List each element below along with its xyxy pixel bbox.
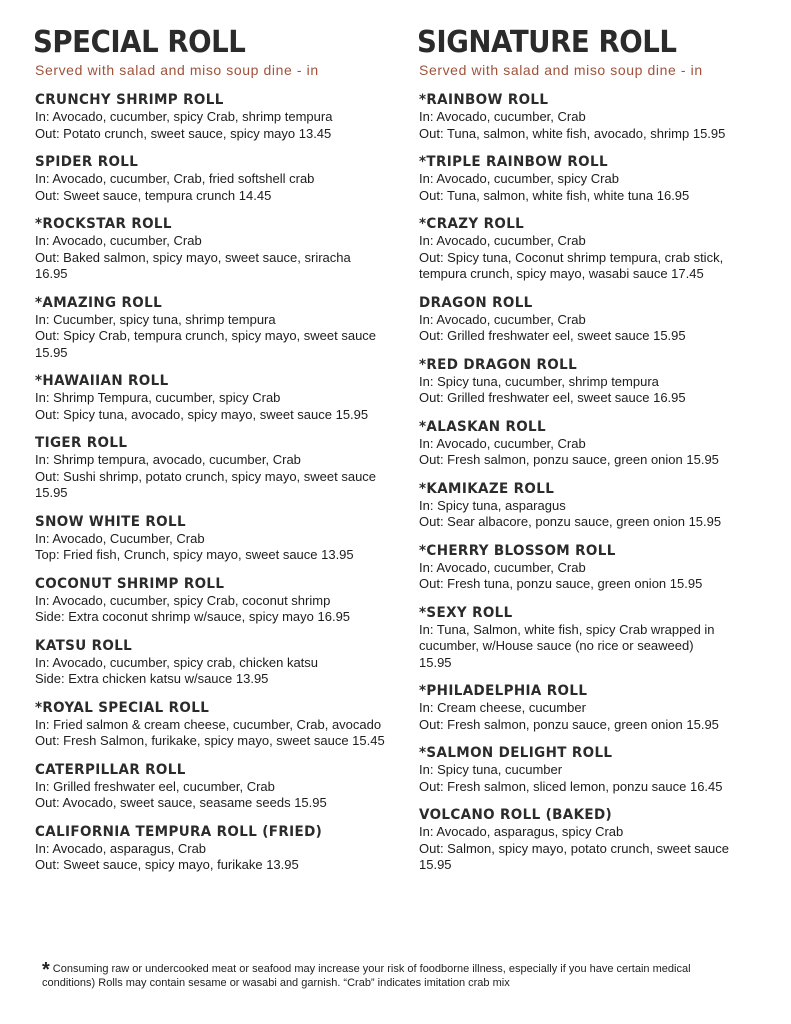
menu-item-description: 15.95 <box>35 344 68 360</box>
menu-item-description: In: Avocado, Cucumber, Crab <box>35 530 205 546</box>
menu-item-description: In: Avocado, asparagus, spicy Crab <box>419 824 624 839</box>
menu-item-name: *CHERRY BLOSSOM ROLL <box>419 542 616 559</box>
menu-item-description: Top: Fried fish, Crunch, spicy mayo, sweet sauce 13.95 <box>35 547 354 562</box>
menu-item-description: Out: Baked salmon, spicy mayo, sweet sauce, sriracha <box>35 249 351 265</box>
menu-item-description: Out: Grilled freshwater eel, sweet sauce 16.95 <box>419 390 686 405</box>
menu-item-description: Side: Extra coconut shrimp w/sauce, spicy mayo 16.95 <box>35 609 351 624</box>
menu-item-description: In: Avocado, cucumber, Crab, fried softshell crab <box>35 171 315 186</box>
menu-item-name: COCONUT SHRIMP ROLL <box>35 575 225 592</box>
menu-item <box>35 91 405 142</box>
menu-item-description: Out: Fresh salmon, ponzu sauce, green onion 15.95 <box>419 452 719 467</box>
menu-item-description: Out: Grilled freshwater eel, sweet sauce 15.95 <box>419 328 686 343</box>
menu-item-description: In: Avocado, cucumber, Crab <box>419 435 586 451</box>
menu-item-description: In: Avocado, cucumber, Crab <box>419 109 586 124</box>
menu-item <box>35 372 405 423</box>
menu-item-name: KATSU ROLL <box>35 637 133 654</box>
menu-item-description: Out: Potato crunch, sweet sauce, spicy mayo 13.45 <box>35 125 332 141</box>
menu-item-description: Out: Sweet sauce, tempura crunch 14.45 <box>35 187 272 203</box>
menu-item <box>419 418 789 469</box>
menu-item-description: Out: Fresh Salmon, furikake, spicy mayo, sweet sauce 15.45 <box>35 733 385 748</box>
menu-item-description: Out: Spicy tuna, avocado, spicy mayo, sweet sauce 15.95 <box>35 406 369 422</box>
disclaimer-text: Consuming raw or undercooked meat or seafood may increase your risk of foodborne illness, especially if you have certain medical conditions) Rolls may contain sesame or wasabi and garnish. “Crab” indicates imitation crab mix <box>42 963 691 989</box>
menu-item <box>419 744 789 795</box>
menu-item <box>419 604 789 672</box>
signature-roll-column <box>419 24 789 885</box>
menu-item-name: *HAWAIIAN ROLL <box>35 373 169 389</box>
menu-item <box>35 575 405 626</box>
menu-item <box>419 806 789 874</box>
menu-item-description: In: Spicy tuna, asparagus <box>419 497 566 513</box>
menu-item-description: Side: Extra chicken katsu w/sauce 13.95 <box>35 671 269 686</box>
special-roll-column <box>35 24 405 885</box>
menu-item-name: TIGER ROLL <box>35 435 128 451</box>
menu-item-name: *TRIPLE RAINBOW ROLL <box>419 154 608 170</box>
menu-item-description: In: Avocado, cucumber, Crab <box>419 233 586 248</box>
menu-item <box>35 153 405 204</box>
menu-item-description: In: Grilled freshwater eel, cucumber, Crab <box>35 778 275 794</box>
menu-item-description: In: Avocado, cucumber, Crab <box>419 311 586 327</box>
menu-item-name: *AMAZING ROLL <box>35 294 163 311</box>
special-roll-list <box>35 91 405 874</box>
menu-item-description: In: Shrimp Tempura, cucumber, spicy Crab <box>35 390 281 405</box>
signature-roll-list <box>419 91 789 874</box>
menu-item-description: In: Avocado, cucumber, spicy Crab, coconut shrimp <box>35 592 331 608</box>
menu-item-description: In: Fried salmon & cream cheese, cucumber, Crab, avocado <box>35 716 382 732</box>
menu-item-description: 15.95 <box>35 485 68 500</box>
menu-item-name: *ROYAL SPECIAL ROLL <box>35 699 210 716</box>
menu-item <box>419 356 789 407</box>
menu-item-description: In: Avocado, cucumber, Crab <box>419 559 586 575</box>
menu-item-description: In: Avocado, cucumber, spicy crab, chicken katsu <box>35 654 319 670</box>
menu-item <box>419 215 789 283</box>
menu-item-name: *KAMIKAZE ROLL <box>419 480 555 497</box>
menu-item-name: CRUNCHY SHRIMP ROLL <box>35 92 224 108</box>
menu-item-description: In: Cream cheese, cucumber <box>419 700 586 715</box>
menu-item <box>35 434 405 502</box>
menu-item-description: In: Shrimp tempura, avocado, cucumber, Crab <box>35 452 301 467</box>
menu-item-description: cucumber, w/House sauce (no rice or seaweed) <box>419 638 694 653</box>
menu-item <box>419 480 789 531</box>
menu-item-name: DRAGON ROLL <box>419 294 533 311</box>
menu-item-description: Out: Sweet sauce, spicy mayo, furikake 13.95 <box>35 857 299 872</box>
menu-item-name: *ROCKSTAR ROLL <box>35 216 172 232</box>
menu-item-description: 15.95 <box>419 654 452 670</box>
menu-item-description: Out: Avocado, sweet sauce, seasame seeds 15.95 <box>35 795 327 810</box>
menu-item-name: CATERPILLAR ROLL <box>35 761 186 778</box>
disclaimer-star: * <box>42 959 50 981</box>
menu-item-description: Out: Fresh tuna, ponzu sauce, green onion 15.95 <box>419 576 703 591</box>
menu-item-description: Out: Spicy Crab, tempura crunch, spicy mayo, sweet sauce <box>35 328 377 343</box>
menu-item-description: Out: Salmon, spicy mayo, potato crunch, sweet sauce <box>419 840 729 856</box>
menu-item-name: *CRAZY ROLL <box>419 216 525 232</box>
menu-item-description: 16.95 <box>35 266 68 281</box>
menu-item-description: tempura crunch, spicy mayo, wasabi sauce 17.45 <box>419 266 704 281</box>
menu-item <box>35 761 405 812</box>
menu-item-description: Out: Spicy tuna, Coconut shrimp tempura, crab stick, <box>419 249 724 265</box>
menu-item-name: *SALMON DELIGHT ROLL <box>419 745 613 761</box>
menu-item-description: In: Cucumber, spicy tuna, shrimp tempura <box>35 311 276 327</box>
menu-item <box>419 294 789 345</box>
menu-item <box>35 215 405 283</box>
menu-item-description: Out: Sear albacore, ponzu sauce, green onion 15.95 <box>419 514 722 529</box>
menu-item <box>419 91 789 142</box>
menu-item-name: *SEXY ROLL <box>419 604 513 621</box>
menu-item-description: In: Avocado, asparagus, Crab <box>35 840 207 856</box>
menu-item-description: 15.95 <box>419 857 452 872</box>
menu-item <box>419 153 789 204</box>
menu-item-name: *RED DRAGON ROLL <box>419 356 578 373</box>
menu-item <box>419 682 789 733</box>
menu-item-description: In: Tuna, Salmon, white fish, spicy Crab wrapped in <box>419 621 715 637</box>
signature-roll-title: SIGNATURE ROLL <box>417 25 677 60</box>
special-roll-title: SPECIAL ROLL <box>33 25 246 60</box>
menu-item-name: SPIDER ROLL <box>35 154 139 170</box>
menu-item-name: *RAINBOW ROLL <box>419 92 549 108</box>
signature-roll-subtitle: Served with salad and miso soup dine - in <box>419 62 703 78</box>
menu-item-description: In: Spicy tuna, cucumber, shrimp tempura <box>419 373 659 389</box>
menu-item <box>35 513 405 564</box>
menu-item-name: *ALASKAN ROLL <box>419 418 546 435</box>
menu-item-name: VOLCANO ROLL (BAKED) <box>419 807 613 823</box>
menu-item-name: SNOW WHITE ROLL <box>35 513 186 530</box>
menu-item-description: Out: Fresh salmon, sliced lemon, ponzu sauce 16.45 <box>419 778 723 794</box>
menu-item-description: In: Spicy tuna, cucumber <box>419 762 563 777</box>
menu-item <box>419 542 789 593</box>
menu-item-description: In: Avocado, cucumber, spicy Crab <box>419 171 619 186</box>
menu-item <box>35 699 405 750</box>
menu-item-description: Out: Fresh salmon, ponzu sauce, green onion 15.95 <box>419 716 719 732</box>
menu-item-description: Out: Tuna, salmon, white fish, avocado, shrimp 15.95 <box>419 125 726 141</box>
menu-item <box>35 294 405 362</box>
menu-item <box>35 823 405 874</box>
menu-item-name: CALIFORNIA TEMPURA ROLL (FRIED) <box>35 823 323 840</box>
menu-item-description: Out: Tuna, salmon, white fish, white tuna 16.95 <box>419 187 690 203</box>
special-roll-subtitle: Served with salad and miso soup dine - in <box>35 62 319 78</box>
menu-item-name: *PHILADELPHIA ROLL <box>419 683 588 699</box>
menu-item-description: In: Avocado, cucumber, spicy Crab, shrimp tempura <box>35 109 333 124</box>
menu-item-description: Out: Sushi shrimp, potato crunch, spicy mayo, sweet sauce <box>35 468 377 484</box>
disclaimer-footer <box>42 959 742 990</box>
menu-item-description: In: Avocado, cucumber, Crab <box>35 233 202 248</box>
menu-item <box>35 637 405 688</box>
